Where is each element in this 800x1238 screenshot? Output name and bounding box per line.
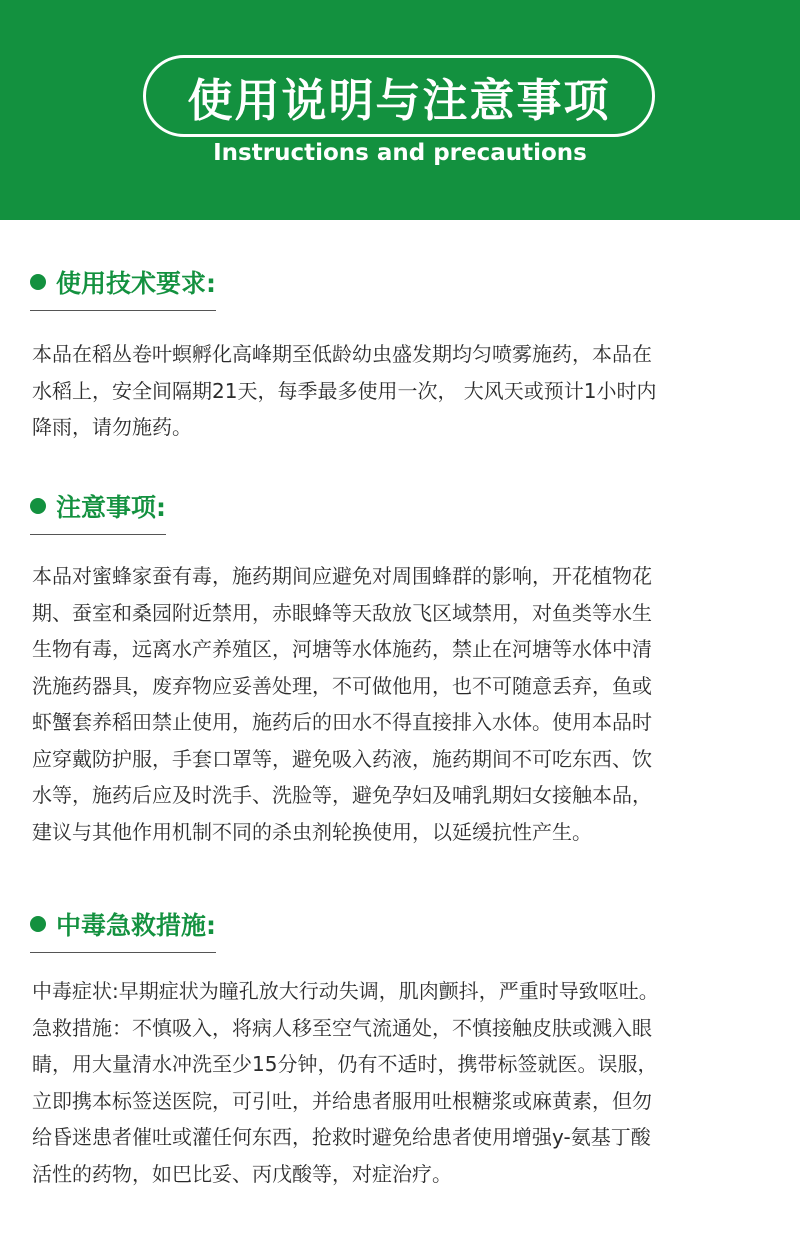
text-line: 中毒症状:早期症状为瞳孔放大行动失调，肌肉颤抖，严重时导致呕吐。 (32, 979, 659, 1003)
bullet-dot-icon (30, 498, 46, 514)
text-line: 应穿戴防护服，手套口罩等，避免吸入药液，施药期间不可吃东西、饮 (32, 746, 652, 771)
section-title: 使用技术要求: (56, 269, 216, 298)
text-line: 洗施药器具，废弃物应妥善处理，不可做他用，也不可随意丢弃，鱼或 (32, 673, 652, 698)
text-line: 急救措施：不慎吸入，将病人移至空气流通处，不慎接触皮肤或溅入眼 (32, 1015, 652, 1040)
section-title: 注意事项: (56, 493, 166, 522)
text-line: 期、蚕室和桑园附近禁用，赤眼蜂等天敌放飞区域禁用，对鱼类等水生 (32, 600, 652, 625)
section-heading (30, 906, 216, 953)
text-line: 水等，施药后应及时洗手、洗脸等，避免孕妇及哺乳期妇女接触本品， (32, 783, 652, 807)
section-paragraph (32, 973, 772, 1192)
bullet-dot-icon (30, 916, 46, 932)
text-line: 本品在稻丛卷叶螟孵化高峰期至低龄幼虫盛发期均匀喷雾施药，本品在 (32, 342, 652, 366)
text-line: 建议与其他作用机制不同的杀虫剂轮换使用，以延缓抗性产生。 (32, 819, 592, 844)
section-heading (30, 488, 166, 535)
title-pill (143, 55, 655, 137)
text-line: 活性的药物，如巴比妥、丙戊酸等，对症治疗。 (32, 1161, 452, 1186)
header-banner (0, 0, 800, 220)
section-heading (30, 264, 216, 311)
text-line: 水稻上，安全间隔期21天，每季最多使用一次， 大风天或预计1小时内 (32, 378, 657, 403)
text-line: 虾蟹套养稻田禁止使用，施药后的田水不得直接排入水体。使用本品时 (32, 710, 652, 734)
bullet-dot-icon (30, 274, 46, 290)
title-english: Instructions and precautions (213, 140, 587, 166)
text-line: 给昏迷患者催吐或灌任何东西，抢救时避免给患者使用增强y-氨基丁酸 (32, 1125, 651, 1149)
section-title: 中毒急救措施: (56, 911, 216, 940)
text-line: 睛，用大量清水冲洗至少15分钟，仍有不适时，携带标签就医。误服， (32, 1052, 658, 1076)
title-chinese: 使用说明与注意事项 (187, 73, 611, 127)
section-paragraph (32, 336, 772, 446)
text-line: 降雨，请勿施药。 (32, 415, 192, 439)
text-line: 立即携本标签送医院，可引吐，并给患者服用吐根糖浆或麻黄素，但勿 (32, 1088, 652, 1113)
text-line: 生物有毒，远离水产养殖区，河塘等水体施药，禁止在河塘等水体中清 (32, 637, 652, 661)
text-line: 本品对蜜蜂家蚕有毒，施药期间应避免对周围蜂群的影响，开花植物花 (32, 564, 652, 588)
section-paragraph (32, 558, 772, 850)
